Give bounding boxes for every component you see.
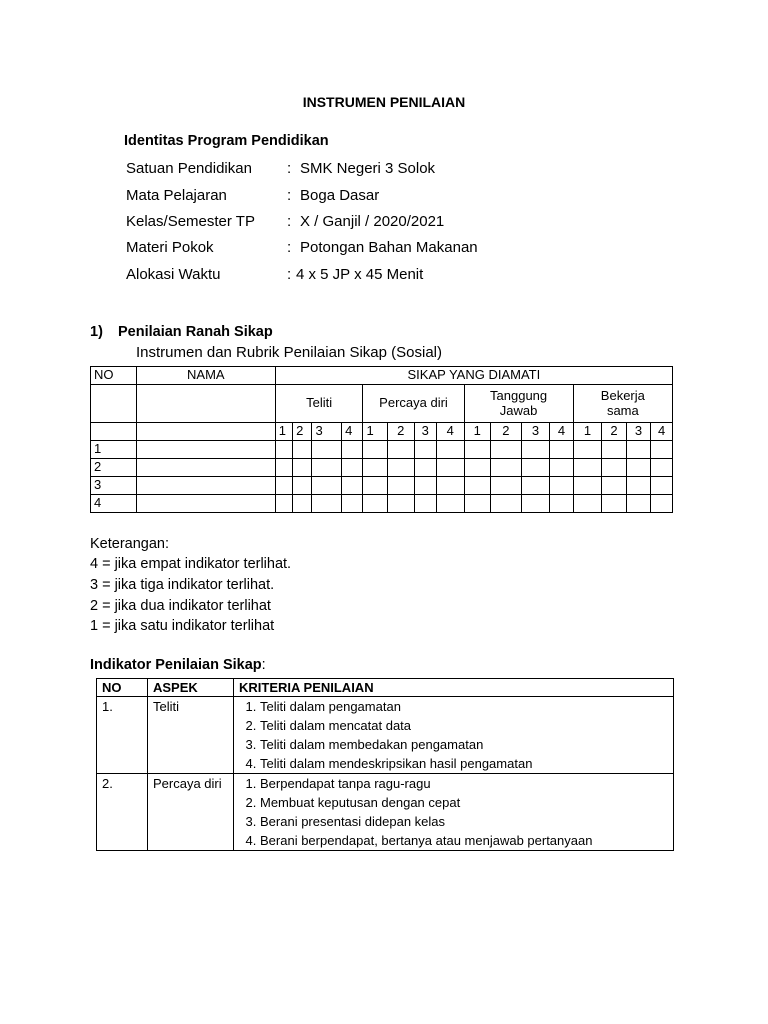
score-cell [387, 459, 414, 477]
score-cell [491, 441, 522, 459]
indikator-heading-wrap [90, 657, 266, 673]
score-cell [275, 459, 292, 477]
score-cell [626, 495, 650, 513]
score-cell [312, 495, 342, 513]
student-row [91, 477, 673, 495]
score-cell [436, 495, 464, 513]
score-cell [387, 477, 414, 495]
document-title: INSTRUMEN PENILAIAN [302, 94, 466, 110]
score-header: 1 [275, 423, 292, 441]
score-header: 4 [550, 423, 573, 441]
score-cell [342, 477, 363, 495]
score-cell [573, 441, 602, 459]
identity-label: Alokasi Waktu [126, 266, 221, 283]
score-header: 4 [342, 423, 363, 441]
section-number: 1) [90, 324, 103, 340]
score-cell [651, 477, 673, 495]
score-cell [651, 459, 673, 477]
identity-separator: : [287, 187, 292, 204]
score-header: 2 [387, 423, 414, 441]
score-cell [414, 441, 436, 459]
aspect-header [275, 385, 363, 423]
score-cell [550, 441, 573, 459]
score-header: 1 [363, 423, 387, 441]
kriteria-item: 2. Teliti dalam mencatat data [260, 716, 673, 735]
keterangan-line: 4 = jika empat indikator terlihat. [90, 556, 292, 572]
student-row-number: 2 [91, 459, 137, 477]
score-header: 1 [573, 423, 602, 441]
score-cell [436, 459, 464, 477]
student-row [91, 459, 673, 477]
indikator-kriteria [234, 697, 674, 774]
indikator-colon: : [261, 657, 266, 673]
aspect-line: Tanggung [490, 387, 548, 403]
score-cell [436, 477, 464, 495]
identity-value: Boga Dasar [300, 187, 380, 204]
score-header: 4 [436, 423, 464, 441]
student-row [91, 441, 673, 459]
student-name-cell [136, 441, 275, 459]
score-cell [275, 441, 292, 459]
score-cell [573, 477, 602, 495]
score-cell [293, 495, 312, 513]
student-name-cell [136, 495, 275, 513]
score-cell [491, 495, 522, 513]
score-header: 1 [464, 423, 491, 441]
score-cell [651, 441, 673, 459]
empty-cell [91, 423, 137, 441]
score-cell [464, 495, 491, 513]
score-cell [414, 477, 436, 495]
score-cell [491, 459, 522, 477]
student-row [91, 495, 673, 513]
aspect-line: Jawab [499, 402, 538, 418]
score-cell [293, 477, 312, 495]
indikator-no: 1. [97, 697, 148, 774]
identity-label: Satuan Pendidikan [126, 160, 252, 177]
student-name-cell [136, 477, 275, 495]
empty-cell [136, 423, 275, 441]
indikator-aspek: Teliti [148, 697, 234, 774]
score-header: 3 [521, 423, 550, 441]
aspect-header [573, 385, 672, 423]
score-cell [312, 441, 342, 459]
empty-cell [136, 385, 275, 423]
indikator-header-kriteria: KRITERIA PENILAIAN [234, 679, 674, 697]
score-header: 3 [312, 423, 342, 441]
identity-separator: : [287, 266, 292, 283]
score-cell [626, 441, 650, 459]
aspect-header [363, 385, 464, 423]
score-header: 4 [651, 423, 673, 441]
score-cell [626, 477, 650, 495]
aspect-line: sama [606, 402, 639, 418]
identity-heading: Identitas Program Pendidikan [124, 133, 329, 149]
indikator-row [97, 774, 674, 851]
kriteria-item: 1. Berpendapat tanpa ragu-ragu [260, 774, 673, 793]
sikap-table [90, 366, 673, 513]
score-cell [387, 495, 414, 513]
student-row-number: 4 [91, 495, 137, 513]
score-cell [550, 495, 573, 513]
col-no-header: NO [91, 367, 137, 385]
identity-separator: : [287, 213, 292, 230]
keterangan-line: 2 = jika dua indikator terlihat [90, 598, 271, 614]
kriteria-item: 4. Teliti dalam mendeskripsikan hasil pengamatan [260, 754, 673, 773]
identity-label: Kelas/Semester TP [126, 213, 255, 230]
kriteria-item: 4. Berani berpendapat, bertanya atau menjawab pertanyaan [260, 831, 673, 850]
col-nama-header: NAMA [136, 367, 275, 385]
score-cell [602, 441, 626, 459]
score-cell [602, 477, 626, 495]
identity-value: SMK Negeri 3 Solok [300, 160, 436, 177]
aspect-line: Teliti [306, 395, 333, 411]
indikator-aspek: Percaya diri [148, 774, 234, 851]
score-header: 2 [293, 423, 312, 441]
score-cell [275, 495, 292, 513]
score-cell [312, 459, 342, 477]
score-cell [521, 459, 550, 477]
keterangan-line: 1 = jika satu indikator terlihat [90, 618, 275, 634]
score-cell [293, 459, 312, 477]
score-cell [387, 441, 414, 459]
empty-cell [91, 385, 137, 423]
identity-separator: : [287, 239, 292, 256]
score-cell [602, 495, 626, 513]
identity-separator: : [287, 160, 292, 177]
score-cell [491, 477, 522, 495]
score-cell [436, 441, 464, 459]
score-cell [550, 459, 573, 477]
kriteria-item: 3. Berani presentasi didepan kelas [260, 812, 673, 831]
kriteria-item: 3. Teliti dalam membedakan pengamatan [260, 735, 673, 754]
identity-label: Materi Pokok [126, 239, 214, 256]
score-cell [626, 459, 650, 477]
kriteria-item: 1. Teliti dalam pengamatan [260, 697, 673, 716]
indikator-header-aspek: ASPEK [148, 679, 234, 697]
score-cell [363, 495, 387, 513]
score-cell [464, 477, 491, 495]
score-cell [293, 441, 312, 459]
score-cell [573, 495, 602, 513]
score-cell [342, 441, 363, 459]
indikator-table [96, 678, 674, 851]
score-cell [342, 459, 363, 477]
score-header: 3 [414, 423, 436, 441]
section-subtitle: Instrumen dan Rubrik Penilaian Sikap (Sosial) [136, 344, 442, 361]
score-cell [312, 477, 342, 495]
score-header: 2 [602, 423, 626, 441]
score-cell [464, 441, 491, 459]
score-cell [363, 477, 387, 495]
aspect-line: Bekerja [600, 387, 645, 403]
identity-value: 4 x 5 JP x 45 Menit [296, 266, 424, 283]
indikator-heading: Indikator Penilaian Sikap [90, 657, 262, 673]
student-row-number: 3 [91, 477, 137, 495]
score-header: 2 [491, 423, 522, 441]
indikator-no: 2. [97, 774, 148, 851]
indikator-kriteria [234, 774, 674, 851]
identity-label: Mata Pelajaran [126, 187, 227, 204]
score-cell [363, 441, 387, 459]
score-cell [342, 495, 363, 513]
score-cell [550, 477, 573, 495]
indikator-row [97, 697, 674, 774]
score-cell [651, 495, 673, 513]
score-cell [414, 459, 436, 477]
keterangan-heading: Keterangan: [90, 536, 170, 552]
col-group-header: SIKAP YANG DIAMATI [275, 367, 672, 385]
score-cell [414, 495, 436, 513]
aspect-line: Percaya diri [379, 395, 448, 411]
kriteria-item: 2. Membuat keputusan dengan cepat [260, 793, 673, 812]
section-title: Penilaian Ranah Sikap [118, 324, 273, 340]
score-cell [521, 495, 550, 513]
score-cell [521, 477, 550, 495]
indikator-header-no: NO [97, 679, 148, 697]
student-row-number: 1 [91, 441, 137, 459]
score-cell [275, 477, 292, 495]
score-cell [464, 459, 491, 477]
identity-value: X / Ganjil / 2020/2021 [300, 213, 445, 230]
score-cell [573, 459, 602, 477]
student-name-cell [136, 459, 275, 477]
identity-value: Potongan Bahan Makanan [300, 239, 478, 256]
keterangan-line: 3 = jika tiga indikator terlihat. [90, 577, 275, 593]
score-cell [363, 459, 387, 477]
score-cell [602, 459, 626, 477]
score-header: 3 [626, 423, 650, 441]
aspect-header [464, 385, 573, 423]
score-cell [521, 441, 550, 459]
